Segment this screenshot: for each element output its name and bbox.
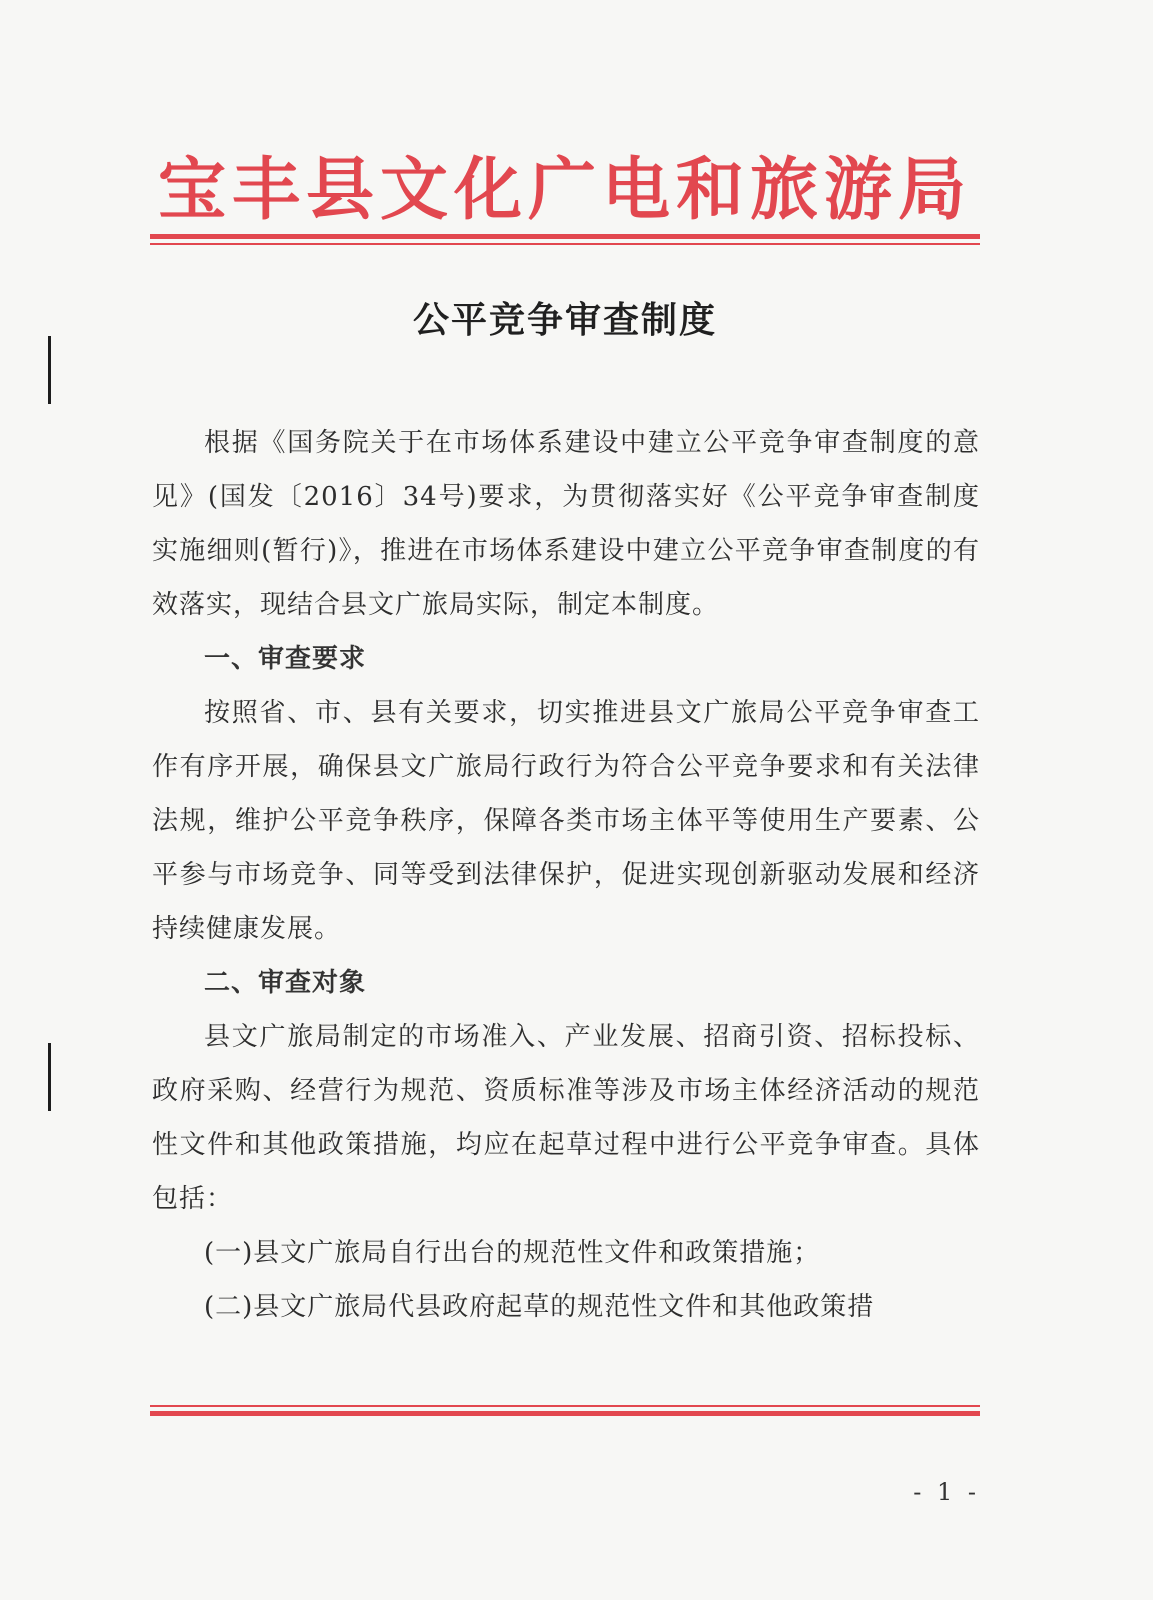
section-heading-1: 一、审查要求 (204, 644, 367, 674)
section-heading-2: 二、审查对象 (204, 968, 367, 998)
footer-rule-thick (150, 1411, 980, 1416)
binding-mark-bottom (48, 1043, 51, 1111)
footer-rule-thin (150, 1405, 980, 1407)
document-title: 公平竞争审查制度 (412, 300, 717, 341)
intro-paragraph: 根据《国务院关于在市场体系建设中建立公平竞争审查制度的意见》(国发〔2016〕34号)要求，为贯彻落实好《公平竞争审查制度实施细则(暂行)》，推进在市场体系建设中建立公平竞争审查制度的有效落实，现结合县文广旅局实际，制定本制度。 (152, 428, 980, 620)
letterhead-title: 宝丰县文化广电和旅游局 (157, 150, 972, 230)
letterhead-rule-thin (150, 243, 980, 245)
list-item-2: (二)县文广旅局代县政府起草的规范性文件和其他政策措 (204, 1292, 875, 1322)
section-paragraph-2: 县文广旅局制定的市场准入、产业发展、招商引资、招标投标、政府采购、经营行为规范、资质标准等涉及市场主体经济活动的规范性文件和其他政策措施，均应在起草过程中进行公平竞争审查。具体包括： (152, 1022, 980, 1214)
page-number: - 1 - (913, 1478, 980, 1506)
section-paragraph-1: 按照省、市、县有关要求，切实推进县文广旅局公平竞争审查工作有序开展，确保县文广旅局行政行为符合公平竞争要求和有关法律法规，维护公平竞争秩序，保障各类市场主体平等使用生产要素、公平参与市场竞争、同等受到法律保护，促进实现创新驱动发展和经济持续健康发展。 (152, 698, 980, 944)
list-item-1: (一)县文广旅局自行出台的规范性文件和政策措施； (204, 1238, 821, 1268)
document-body (152, 416, 980, 1334)
letterhead-rule-thick (150, 234, 980, 239)
binding-mark-top (48, 336, 51, 404)
